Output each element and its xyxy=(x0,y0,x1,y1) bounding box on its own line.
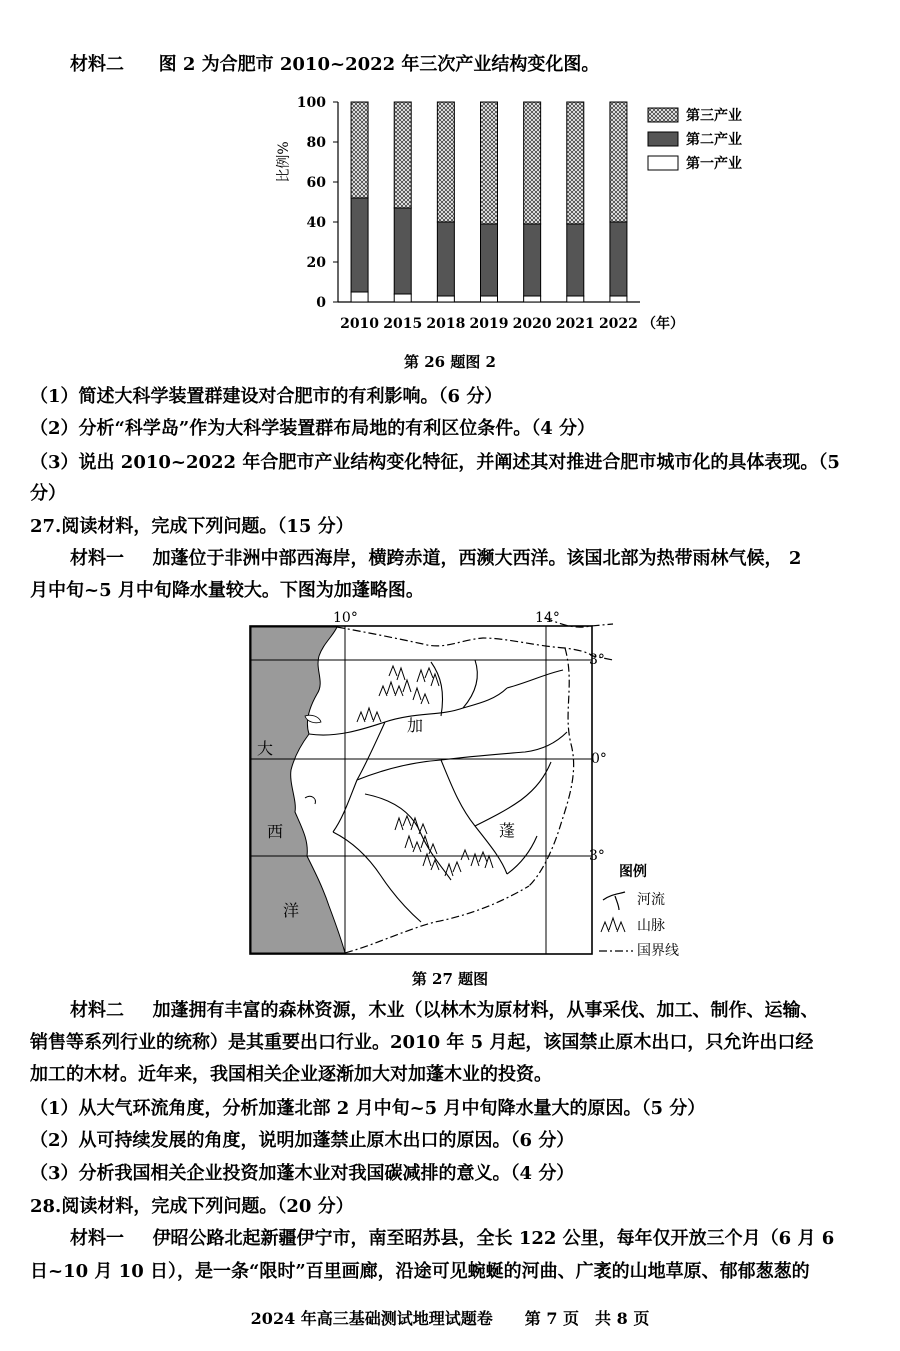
gabon-map xyxy=(245,604,700,962)
x-tick-label: 2015 xyxy=(383,316,423,332)
material-label: 材料二 xyxy=(70,54,124,75)
bar-segment xyxy=(394,208,411,294)
y-tick-label: 100 xyxy=(296,95,326,111)
bar-segment xyxy=(524,296,541,302)
bar-segment xyxy=(437,222,454,296)
legend-label: 第一产业 xyxy=(686,156,742,172)
bar-segment xyxy=(394,102,411,208)
lat-label-south-3: 3° xyxy=(589,848,605,864)
bar-segment xyxy=(481,296,498,302)
bar-segment xyxy=(481,102,498,224)
material2-heading xyxy=(70,52,599,78)
map-caption: 第 27 题图 xyxy=(411,970,489,988)
material-label: 材料一 xyxy=(70,1228,124,1249)
x-tick-label: 2021 xyxy=(555,316,595,332)
mountain-legend-icon xyxy=(601,918,625,932)
q26-question-1: （1）简述大科学装置群建设对合肥市的有利影响。（6 分） xyxy=(30,386,503,407)
river-legend-icon xyxy=(603,892,625,910)
country-label-1: 加 xyxy=(407,716,424,735)
legend-label: 第二产业 xyxy=(686,132,742,148)
q27-material1-line-2: 月中旬~5 月中旬降水量较大。下图为加蓬略图。 xyxy=(30,580,424,601)
bar-segment xyxy=(524,224,541,296)
q27-question-1: （1）从大气环流角度，分析加蓬北部 2 月中旬~5 月中旬降水量大的原因。（5 分） xyxy=(30,1098,706,1119)
lat-label-0: 0° xyxy=(591,751,607,767)
y-axis-label: 比例% xyxy=(276,141,292,183)
ocean-label-3: 洋 xyxy=(283,901,300,920)
legend-river-label: 河流 xyxy=(637,892,665,908)
material-label: 材料二 xyxy=(70,1000,124,1021)
lon-label-10: 10° xyxy=(333,610,358,626)
y-tick-label: 0 xyxy=(316,295,326,311)
y-tick-label: 40 xyxy=(306,215,326,231)
bar-segment xyxy=(351,198,368,292)
bar-segment xyxy=(567,102,584,224)
bar-segment xyxy=(351,102,368,198)
material-text: 图 2 为合肥市 2010~2022 年三次产业结构变化图。 xyxy=(158,54,600,75)
bar-segment xyxy=(437,102,454,222)
x-tick-label: 2022 xyxy=(598,316,638,332)
x-tick-label: 2020 xyxy=(512,316,552,332)
legend-swatch xyxy=(648,108,678,122)
y-tick-label: 80 xyxy=(306,135,326,151)
legend-label: 第三产业 xyxy=(686,108,742,124)
q28-material1-line-1 xyxy=(70,1226,834,1252)
q26-question-2: （2）分析“科学岛”作为大科学装置群布局地的有利区位条件。（4 分） xyxy=(30,418,596,439)
bar-segment xyxy=(610,296,627,302)
page-footer: 2024 年高三基础测试地理试题卷 第 7 页 共 8 页 xyxy=(250,1309,650,1328)
y-tick-label: 60 xyxy=(306,175,326,191)
q28-title: 28.阅读材料，完成下列问题。（20 分） xyxy=(30,1196,354,1217)
material-label: 材料一 xyxy=(70,548,124,569)
bar-segment xyxy=(610,102,627,222)
bar-segment xyxy=(394,294,411,302)
q27-material2-line-3: 加工的木材。近年来，我国相关企业逐渐加大对加蓬木业的投资。 xyxy=(30,1064,552,1085)
q27-title: 27.阅读材料，完成下列问题。（15 分） xyxy=(30,516,354,537)
bar-segment xyxy=(567,296,584,302)
legend-swatch xyxy=(648,132,678,146)
legend-border-label: 国界线 xyxy=(637,943,679,959)
q27-material2-line-2: 销售等系列行业的统称）是其重要出口行业。2010 年 5 月起，该国禁止原木出口，只允许出口经 xyxy=(30,1032,814,1053)
bar-segment xyxy=(567,224,584,296)
lat-label-north-3: 3° xyxy=(589,652,605,668)
x-tick-label: 2010 xyxy=(340,316,380,332)
legend-swatch xyxy=(648,156,678,170)
industry-structure-chart xyxy=(260,88,742,338)
q27-material2-line-1 xyxy=(70,998,819,1024)
bar-segment xyxy=(481,224,498,296)
bar-segment xyxy=(351,292,368,302)
legend-mountain-label: 山脉 xyxy=(637,918,665,934)
material-text: 伊昭公路北起新疆伊宁市，南至昭苏县，全长 122 公里，每年仅开放三个月（6 月 6 xyxy=(152,1228,835,1249)
ocean-label-2: 西 xyxy=(267,822,284,841)
q27-material1-line-1 xyxy=(70,546,801,572)
x-tick-label: 2019 xyxy=(469,316,509,332)
q27-question-2: （2）从可持续发展的角度，说明加蓬禁止原木出口的原因。（6 分） xyxy=(30,1130,575,1151)
x-tick-label: 2018 xyxy=(426,316,466,332)
bar-segment xyxy=(524,102,541,224)
bar-segment xyxy=(437,296,454,302)
x-axis-unit: （年） xyxy=(642,316,684,332)
bar-segment xyxy=(610,222,627,296)
country-label-2: 蓬 xyxy=(499,821,516,840)
q26-question-3-line-1: （3）说出 2010~2022 年合肥市产业结构变化特征，并阐述其对推进合肥市城市化的具体表现。（5 xyxy=(30,452,840,473)
material-text: 加蓬位于非洲中部西海岸，横跨赤道，西濒大西洋。该国北部为热带雨林气候， 2 xyxy=(152,548,802,569)
y-tick-label: 20 xyxy=(306,255,326,271)
q26-question-3-line-2: 分） xyxy=(30,483,66,504)
lon-label-14: 14° xyxy=(535,610,560,626)
chart-caption: 第 26 题图 2 xyxy=(404,353,496,371)
q28-material1-line-2: 日~10 月 10 日），是一条“限时”百里画廊，沿途可见蜿蜒的河曲、广袤的山地草原、郁郁葱葱的 xyxy=(30,1261,810,1282)
map-legend-title: 图例 xyxy=(619,864,647,880)
material-text: 加蓬拥有丰富的森林资源，木业（以林木为原材料，从事采伐、加工、制作、运输、 xyxy=(152,1000,819,1021)
ocean-label-1: 大 xyxy=(257,739,274,758)
q27-question-3: （3）分析我国相关企业投资加蓬木业对我国碳减排的意义。（4 分） xyxy=(30,1163,575,1184)
